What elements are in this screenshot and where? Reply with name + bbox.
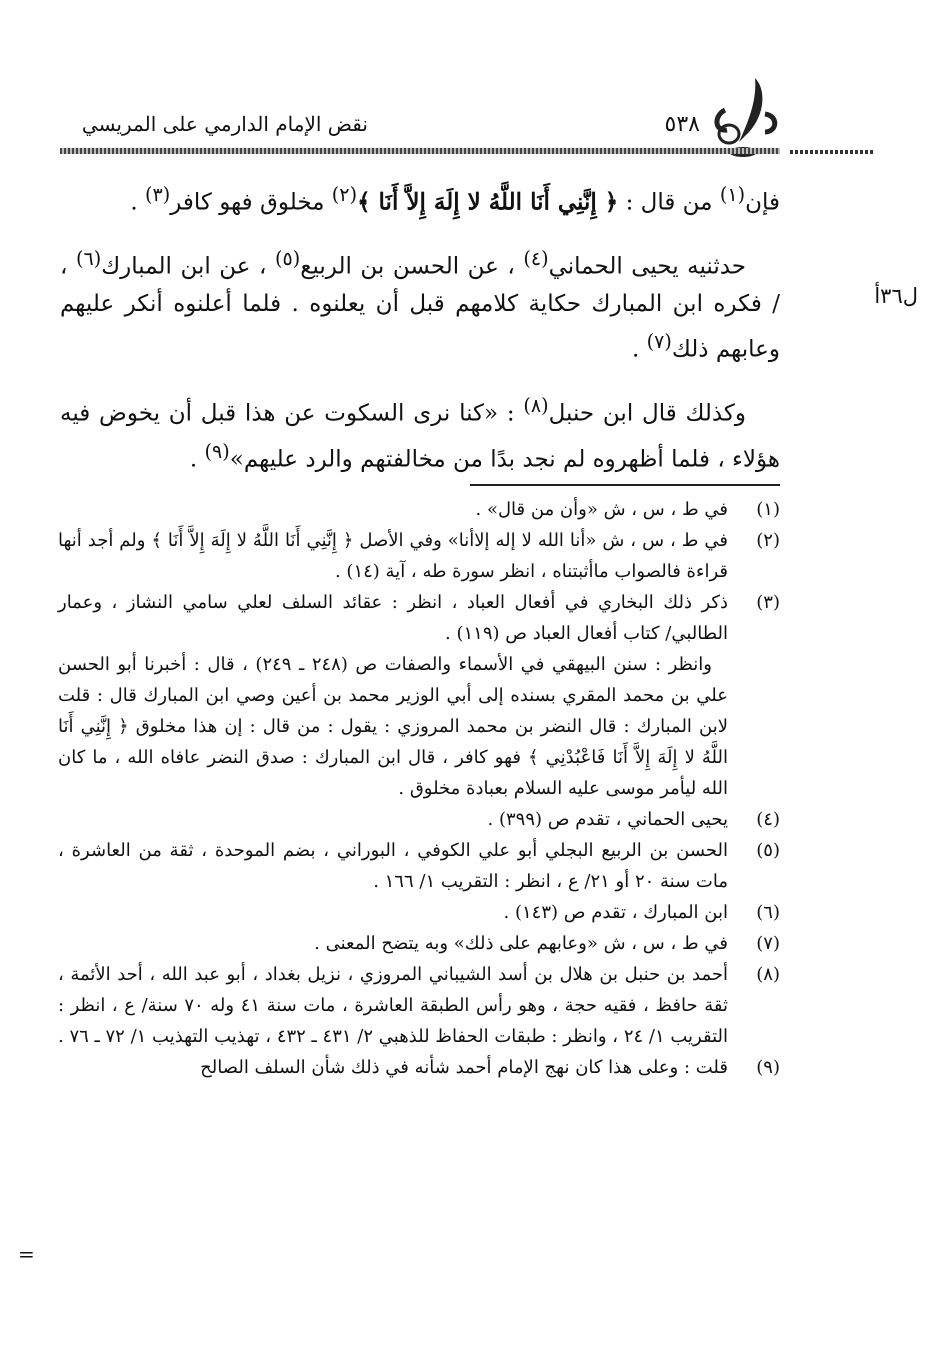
text-span: حدثنيه يحيى الحماني bbox=[548, 253, 747, 280]
page-header bbox=[40, 70, 780, 160]
footnote-text: في ط ، س ، ش «وعابهم على ذلك» وبه يتضح المعنى . bbox=[314, 933, 728, 954]
footnote-separator bbox=[470, 484, 780, 486]
footnote-1 bbox=[58, 494, 780, 525]
text-span: وكذلك قال ابن حنبل bbox=[548, 400, 746, 427]
text-span: . bbox=[632, 336, 647, 363]
text-span: . bbox=[189, 446, 205, 473]
footnotes bbox=[58, 494, 780, 1083]
footnote-3 bbox=[58, 587, 780, 804]
footnote-number: (٢) bbox=[756, 530, 780, 551]
footnote-number: (٩) bbox=[756, 1057, 780, 1078]
footnote-7 bbox=[58, 928, 780, 959]
footnote-9 bbox=[58, 1052, 780, 1083]
footnote-number: (٦) bbox=[756, 902, 780, 923]
footnote-ref: (٩) bbox=[204, 439, 230, 463]
quran-verse: ﴿ إِنَّنِي أَنَا اللَّهُ لا إِلَهَ إِلاَّ أَنَا ﴾ bbox=[357, 188, 619, 216]
footnote-number: (٧) bbox=[756, 933, 780, 954]
footnote-ref: (٦) bbox=[75, 246, 102, 270]
footnote-ref: (٣) bbox=[144, 183, 171, 206]
footnote-8 bbox=[58, 959, 780, 1052]
footnote-number: (٨) bbox=[756, 964, 780, 985]
footnote-text: وانظر : سنن البيهقي في الأسماء والصفات ص (٢٤٨ ـ ٢٤٩) ، قال : أخبرنا أبو الحسن علي بن محمد المقري بسنده إلى أبي الوزير محمد بن أعين وصي ابن المبارك قال : قلت لابن المبارك : قال النضر بن محمد المروزي : يقول : من قال : إن هذا مخلوق ﴿ إِنَّنِي أَنَا اللَّهُ لا إِلَهَ إِلاَّ أَنَا فَاعْبُدْنِي ﴾ فهو كافر ، قال ابن المبارك : صدق النضر عافاه الله ، ما كان الله ليأمر موسى عليه السلام بعبادة مخلوق . bbox=[58, 654, 728, 799]
footnote-ref: (٥) bbox=[274, 246, 301, 270]
footnote-4 bbox=[58, 804, 780, 835]
footnote-number: (٥) bbox=[756, 840, 780, 861]
footnote-ref: (٨) bbox=[523, 393, 549, 417]
footnote-ref: (١) bbox=[719, 183, 746, 206]
text-span: مخلوق فهو كافر bbox=[170, 189, 332, 216]
text-span: . bbox=[130, 189, 145, 216]
footnote-text: ابن المبارك ، تقدم ص (١٤٣) . bbox=[503, 902, 728, 923]
footnote-text: الحسن بن الربيع البجلي أبو علي الكوفي ، البوراني ، بضم الموحدة ، ثقة من العاشرة ، مات سنة ٢٠ أو ٢١/ ع ، انظر : التقريب ١/ ١٦٦ . bbox=[58, 840, 728, 892]
text-span: : «كنا نرى السكوت عن هذا قبل أن يخوض فيه هؤلاء ، فلما أظهروه لم نجد بدًا من مخالفتهم والرد عليهم» bbox=[60, 400, 780, 473]
footnote-number: (٣) bbox=[756, 592, 780, 613]
header-rule bbox=[60, 148, 780, 154]
text-span: ، / فكره ابن المبارك حكاية كلامهم قبل أن يعلنوه . فلما أعلنوه أنكر عليهم وعابهم ذلك bbox=[60, 253, 780, 363]
footnote-ref: (٢) bbox=[331, 183, 358, 206]
footnote-ref: (٤) bbox=[523, 246, 549, 270]
footnote-text: في ط ، س ، ش «أنا الله لا إله إلاأنا» وفي الأصل ﴿ إِنَّنِي أَنَا اللَّهُ لا إِلَهَ إِلاَّ أَنَا ﴾ ولم أجد أنها قراءة فالصواب ماأثبتناه ، انظر سورة طه ، آية (١٤) . bbox=[58, 530, 728, 582]
continuation-mark: = bbox=[18, 1242, 35, 1266]
quill-ornament-icon bbox=[705, 70, 785, 160]
footnote-6 bbox=[58, 897, 780, 928]
main-text bbox=[60, 176, 780, 496]
footnote-text: ذكر ذلك البخاري في أفعال العباد ، انظر : عقائد السلف لعلي سامي النشاز ، وعمار الطالبي/ كتاب أفعال العباد ص (١١٩) . bbox=[58, 592, 728, 644]
header-rule-right bbox=[790, 150, 875, 154]
footnote-text: قلت : وعلى هذا كان نهج الإمام أحمد شأنه في ذلك شأن السلف الصالح bbox=[200, 1057, 728, 1078]
text-span: ، عن الحسن بن الربيع bbox=[300, 253, 524, 280]
footnote-text: في ط ، س ، ش «وأن من قال» . bbox=[475, 499, 728, 520]
running-title: نقض الإمام الدارمي على المريسي bbox=[81, 112, 368, 136]
page-number: ٥٣٨ bbox=[664, 112, 700, 137]
footnote-number: (١) bbox=[756, 499, 780, 520]
manuscript-folio-note: ل٣٦أ bbox=[874, 284, 918, 308]
paragraph-3 bbox=[60, 387, 780, 478]
footnote-ref: (٧) bbox=[646, 330, 672, 354]
footnote-5 bbox=[58, 835, 780, 897]
text-span: فإن bbox=[745, 189, 780, 216]
footnote-text: أحمد بن حنبل بن هلال بن أسد الشيباني المروزي ، نزيل بغداد ، أبو عبد الله ، أحد الأئمة ، ثقة حافظ ، فقيه حجة ، وهو رأس الطبقة العاشرة ، مات سنة ٤١ وله ٧٠ سنة/ ع ، انظر : التقريب ١/ ٢٤ ، وانظر : طبقات الحفاظ للذهبي ٢/ ٤٣١ ـ ٤٣٢ ، تهذيب التهذيب ١/ ٧٢ ـ ٧٦ . bbox=[58, 964, 728, 1047]
footnote-2 bbox=[58, 525, 780, 587]
text-span: من قال : bbox=[618, 189, 720, 216]
footnote-text: يحيى الحماني ، تقدم ص (٣٩٩) . bbox=[487, 809, 728, 830]
paragraph-2 bbox=[60, 240, 780, 369]
footnote-number: (٤) bbox=[756, 809, 780, 830]
paragraph-1 bbox=[60, 176, 780, 222]
text-span: ، عن ابن المبارك bbox=[101, 253, 275, 280]
